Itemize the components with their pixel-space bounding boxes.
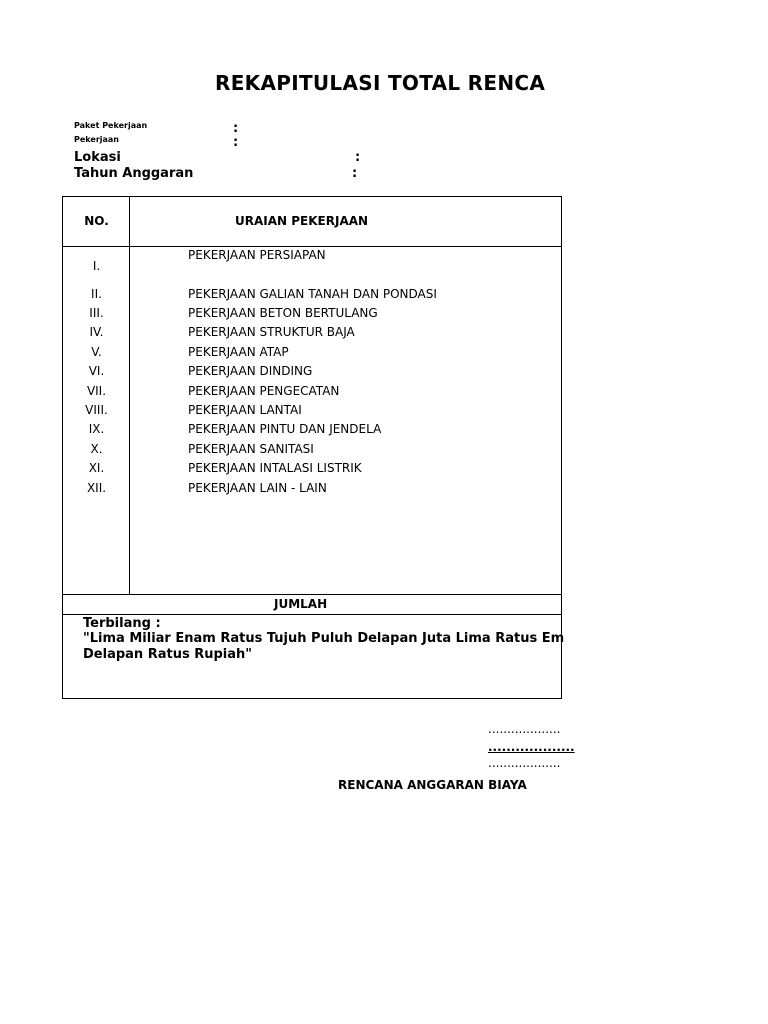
row-no: VIII.: [85, 403, 108, 417]
pekerjaan-label: Pekerjaan: [74, 135, 119, 144]
row-desc: PEKERJAAN PERSIAPAN: [188, 248, 326, 262]
row-desc: PEKERJAAN LANTAI: [188, 403, 302, 417]
signature-company: ...................: [488, 740, 575, 754]
header-divider: [62, 246, 562, 247]
page-title: REKAPITULASI TOTAL RENCA: [215, 71, 546, 95]
signature-title: RENCANA ANGGARAN BIAYA: [338, 778, 527, 792]
row-no: III.: [89, 306, 104, 320]
paket-pekerjaan-label: Paket Pekerjaan: [74, 121, 148, 130]
header-uraian: URAIAN PEKERJAAN: [235, 214, 369, 228]
row-no: V.: [91, 345, 102, 359]
row-no: XII.: [86, 481, 107, 495]
pekerjaan-colon: :: [233, 135, 239, 150]
row-desc: PEKERJAAN DINDING: [188, 364, 313, 378]
row-no: II.: [91, 287, 102, 301]
tahun-anggaran-label: Tahun Anggaran: [74, 166, 194, 181]
row-no: XI.: [88, 461, 105, 475]
terbilang-line-2: Delapan Ratus Rupiah": [83, 647, 253, 662]
row-desc: PEKERJAAN PINTU DAN JENDELA: [188, 422, 382, 436]
terbilang-label: Terbilang :: [83, 616, 161, 631]
signature-place-date: ...................: [488, 722, 561, 736]
row-desc: PEKERJAAN STRUKTUR BAJA: [188, 325, 355, 339]
row-desc: PEKERJAAN GALIAN TANAH DAN PONDASI: [188, 287, 437, 301]
lokasi-colon: :: [355, 150, 361, 165]
row-no: VII.: [86, 384, 107, 398]
row-desc: PEKERJAAN LAIN - LAIN: [188, 481, 327, 495]
lokasi-label: Lokasi: [74, 150, 121, 165]
signature-sub: ...................: [488, 756, 561, 770]
jumlah-top-divider: [62, 594, 562, 595]
row-no: IV.: [89, 325, 104, 339]
row-no: IX.: [88, 422, 105, 436]
row-desc: PEKERJAAN ATAP: [188, 345, 289, 359]
paket-pekerjaan-colon: :: [233, 121, 239, 136]
jumlah-bottom-divider: [62, 614, 562, 615]
tahun-anggaran-colon: :: [352, 166, 358, 181]
row-no: VI.: [88, 364, 105, 378]
header-no: NO.: [84, 214, 109, 228]
row-desc: PEKERJAAN INTALASI LISTRIK: [188, 461, 362, 475]
row-no: I.: [92, 259, 101, 273]
jumlah-label: JUMLAH: [274, 597, 328, 611]
row-no: X.: [90, 442, 103, 456]
row-desc: PEKERJAAN PENGECATAN: [188, 384, 340, 398]
terbilang-line-1: "Lima Miliar Enam Ratus Tujuh Puluh Delapan Juta Lima Ratus Em: [83, 631, 565, 646]
row-desc: PEKERJAAN SANITASI: [188, 442, 314, 456]
row-desc: PEKERJAAN BETON BERTULANG: [188, 306, 378, 320]
